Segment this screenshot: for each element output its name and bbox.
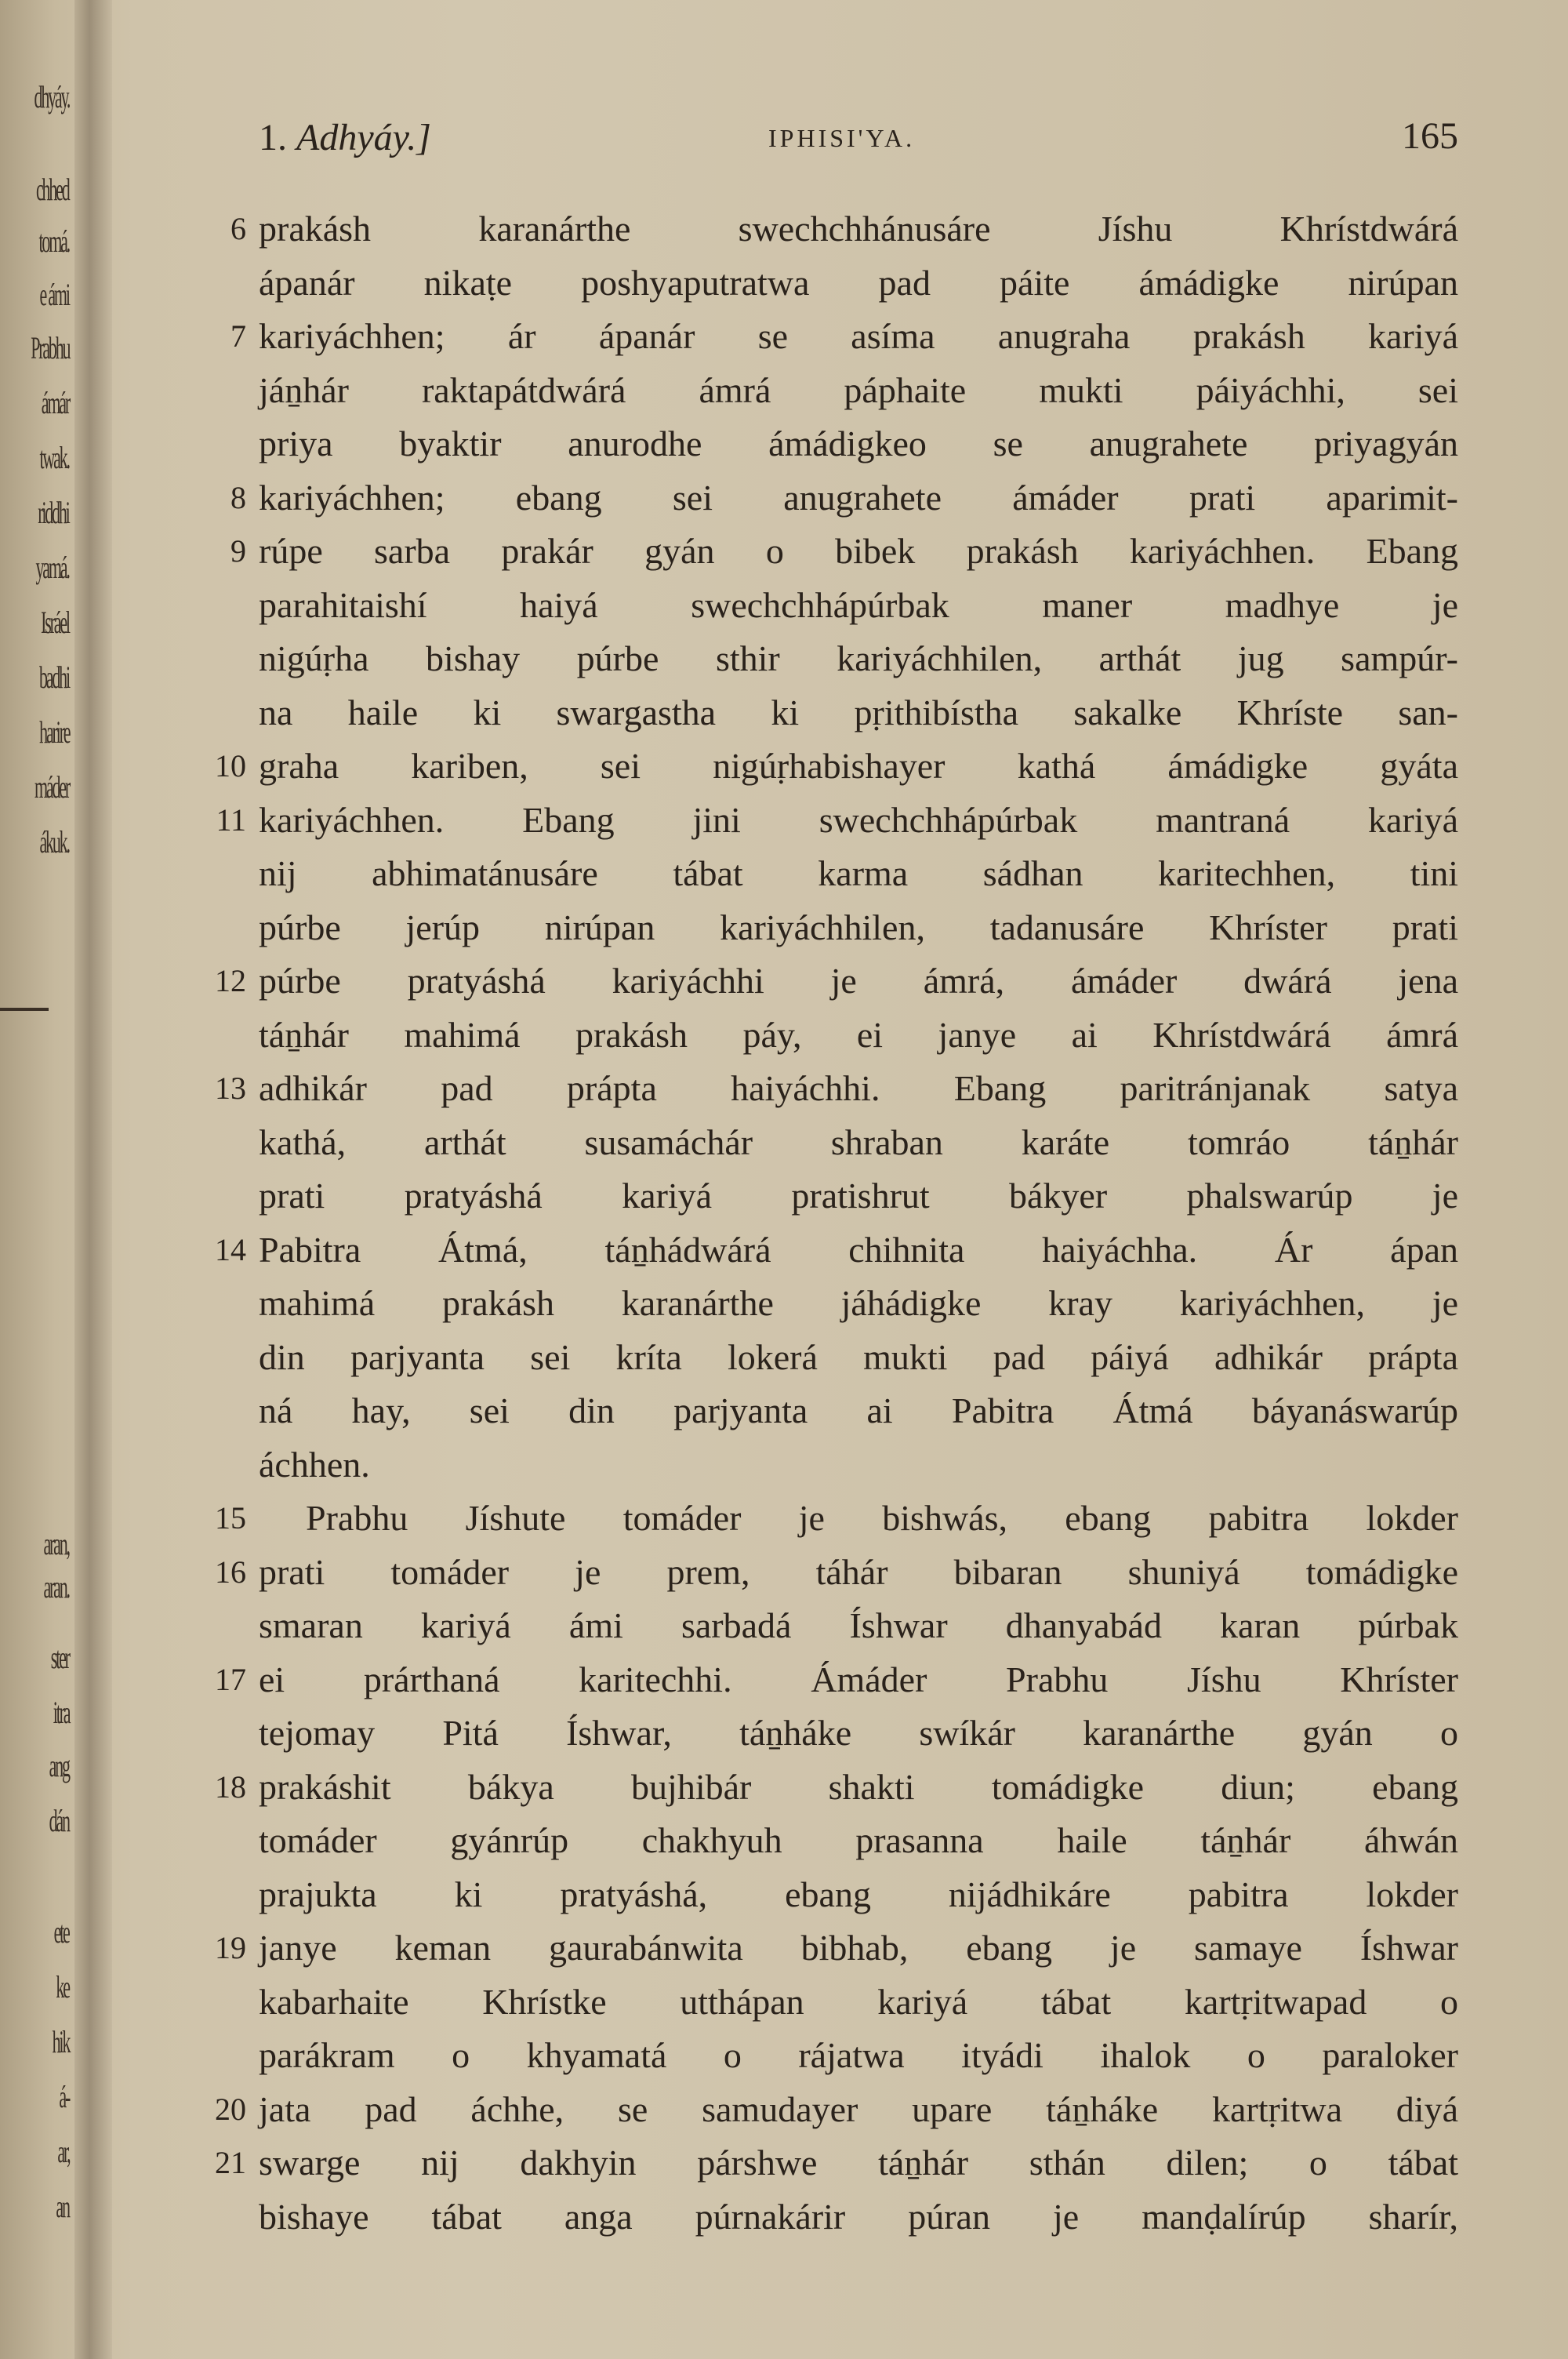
- verse-number: 14: [215, 1231, 246, 1267]
- line-text: mahimá prakásh karanárthe jáhádigke kray kariyáchhen, je: [259, 1283, 1458, 1323]
- line-text: áchhen.: [259, 1444, 370, 1485]
- line-text: prati tomáder je prem, táhár bibaran shuniyá tomádigke: [259, 1551, 1458, 1592]
- facing-fragment: itra: [53, 1695, 69, 1730]
- text-line: [215, 2136, 1458, 2190]
- facing-fragment: Prabhu: [30, 330, 69, 365]
- facing-fragment: harire: [38, 714, 69, 750]
- facing-fragment: aran.: [43, 1569, 69, 1605]
- verse-number: 16: [215, 1554, 246, 1590]
- text-line: [216, 794, 1458, 848]
- text-line: [259, 686, 1458, 740]
- line-text: smaran kariyá ámi sarbadá Íshwar dhanyabád karan púrbak: [259, 1605, 1458, 1645]
- text-line: [259, 1277, 1458, 1331]
- line-text: prakásh karanárthe swechchhánusáre Jíshu Khrístdwárá: [259, 209, 1458, 249]
- verse-number: 18: [215, 1768, 246, 1805]
- verse-number: 20: [215, 2091, 246, 2127]
- facing-fragment: yamá.: [35, 550, 69, 585]
- verse-number: 9: [230, 533, 246, 569]
- text-line: [215, 1223, 1458, 1278]
- facing-rule: [0, 1008, 49, 1011]
- facing-fragment: twak.: [39, 440, 69, 475]
- text-line: [259, 901, 1458, 955]
- verse-number: 19: [215, 1930, 246, 1965]
- facing-fragment: riddhi: [38, 495, 69, 530]
- facing-fragment: e ámi: [39, 277, 69, 312]
- facing-fragment: ar,: [56, 2134, 69, 2169]
- facing-fragment: Isráel: [41, 605, 69, 640]
- text-line: [259, 1814, 1458, 1868]
- line-text: bishaye tábat anga púrnakárir púran je manḍalírúp sharír,: [259, 2196, 1458, 2237]
- facing-fragment: ákuk.: [39, 824, 69, 860]
- verse-number: 12: [215, 963, 246, 998]
- line-text: Prabhu Jíshute tomáder je bishwás, ebang pabitra lokder: [306, 1498, 1458, 1538]
- line-text: púrbe jerúp nirúpan kariyáchhilen, tadanusáre Khríster prati: [259, 907, 1458, 947]
- line-text: prakáshit bákya bujhibár shakti tomádigke diun; ebang: [259, 1766, 1458, 1807]
- text-line: [215, 1492, 1458, 1546]
- page-number: 165: [1402, 115, 1458, 157]
- facing-fragment: tomá.: [38, 224, 69, 259]
- text-line: [215, 1761, 1458, 1815]
- verse-number: 13: [215, 1070, 246, 1106]
- text-line: [259, 847, 1458, 901]
- line-text: ná hay, sei din parjyanta ai Pabitra Átmá báyanáswarúp: [259, 1390, 1458, 1430]
- line-text: ápanár nikaṭe poshyaputratwa pad páite ámádigke nirúpan: [259, 262, 1458, 303]
- running-header: [259, 116, 1458, 179]
- line-text: kabarhaite Khrístke utthápan kariyá tábat kartṛitwapad o: [259, 1981, 1458, 2022]
- line-text: nigúṛha bishay púrbe sthir kariyáchhilen, arthát jug sampúr-: [259, 638, 1458, 678]
- verse-number: 17: [215, 1661, 246, 1697]
- facing-fragment: ke: [56, 1969, 69, 2005]
- line-text: ei prárthaná karitechhi. Ámáder Prabhu Jíshu Khríster: [259, 1659, 1458, 1699]
- text-line: [259, 1599, 1458, 1653]
- facing-fragment: ete: [53, 1914, 69, 1950]
- facing-fragment: ámár: [41, 385, 69, 420]
- line-text: kariyáchhen; ebang sei anugrahete ámáder prati aparimit-: [259, 477, 1458, 518]
- text-line: [230, 471, 1458, 525]
- text-line: [215, 1921, 1458, 1976]
- text-line: [230, 310, 1458, 364]
- facing-fragment: hik: [52, 2024, 69, 2059]
- chapter-title: Adhyáy.]: [296, 117, 431, 158]
- facing-fragment: dán: [49, 1803, 69, 1838]
- text-line: [259, 2190, 1458, 2245]
- text-line: [259, 1438, 1458, 1492]
- running-title: IPHISI'YA.: [768, 124, 916, 152]
- text-line: [230, 202, 1458, 256]
- line-text: parahitaishí haiyá swechchhápúrbak maner madhye je: [259, 584, 1458, 625]
- line-text: jáṉhár raktapátdwárá ámrá páphaite mukti páiyáchhi, sei: [259, 369, 1458, 410]
- text-line: [259, 1976, 1458, 2030]
- line-text: swarge nij dakhyin párshwe táṉhár sthán dilen; o tábat: [259, 2143, 1458, 2183]
- text-line: [259, 417, 1458, 471]
- text-line: [259, 1707, 1458, 1761]
- text-line: [215, 2083, 1458, 2137]
- line-text: táṉhár mahimá prakásh páy, ei janye ai Khrístdwárá ámrá: [259, 1014, 1458, 1055]
- text-line: [215, 954, 1458, 1009]
- line-text: prajukta ki pratyáshá, ebang nijádhikáre pabitra lokder: [259, 1874, 1458, 1914]
- text-line: [215, 740, 1458, 794]
- line-text: jata pad áchhe, se samudayer upare táṉháke kartṛitwa diyá: [259, 2088, 1458, 2129]
- text-line: [259, 632, 1458, 686]
- line-text: parákram o khyamatá o rájatwa ityádi ihalok o paraloker: [259, 2035, 1458, 2075]
- verse-number: 7: [230, 318, 246, 354]
- verse-number: 11: [216, 801, 246, 838]
- text-line: [259, 1868, 1458, 1922]
- text-line: [259, 256, 1458, 311]
- text-line: [259, 1009, 1458, 1063]
- text-line: [259, 2029, 1458, 2083]
- verse-number: 8: [230, 479, 246, 515]
- line-text: kariyáchhen; ár ápanár se asíma anugraha prakásh kariyá: [259, 316, 1458, 356]
- line-text: rúpe sarba prakár gyán o bibek prakásh kariyáchhen. Ebang: [259, 531, 1458, 571]
- text-line: [259, 579, 1458, 633]
- line-text: adhikár pad prápta haiyáchhi. Ebang paritránjanak satya: [259, 1068, 1458, 1108]
- text-line: [259, 364, 1458, 418]
- line-text: tomáder gyánrúp chakhyuh prasanna haile táṉhár áhwán: [259, 1820, 1458, 1860]
- line-text: din parjyanta sei kríta lokerá mukti pad páiyá adhikár prápta: [259, 1336, 1458, 1377]
- line-text: graha kariben, sei nigúṛhabishayer kathá ámádigke gyáta: [259, 746, 1458, 786]
- text-line: [259, 1169, 1458, 1223]
- chapter-reference: [259, 116, 431, 159]
- text-line: [215, 1062, 1458, 1116]
- text-line: [230, 525, 1458, 579]
- verse-number: 15: [215, 1500, 246, 1536]
- text-line: [215, 1546, 1458, 1600]
- line-text: tejomay Pitá Íshwar, táṉháke swíkár karanárthe gyán o: [259, 1713, 1458, 1753]
- line-text: kathá, arthát susamáchár shraban karáte tomráo táṉhár: [259, 1121, 1458, 1162]
- body-text: [215, 202, 1458, 2244]
- facing-fragment: máder: [34, 769, 69, 805]
- facing-fragment: aran,: [43, 1526, 69, 1561]
- text-line: [259, 1116, 1458, 1170]
- verse-number: 21: [215, 2145, 246, 2180]
- line-text: na haile ki swargastha ki pṛithibístha sakalke Khríste san-: [259, 692, 1458, 732]
- line-text: prati pratyáshá kariyá pratishrut bákyer phalswarúp je: [259, 1176, 1458, 1216]
- facing-fragment: ang: [49, 1748, 69, 1783]
- line-text: púrbe pratyáshá kariyáchhi je ámrá, ámáder dwárá jena: [259, 961, 1458, 1001]
- text-line: [215, 1653, 1458, 1707]
- line-text: priya byaktir anurodhe ámádigkeo se anugrahete priyagyán: [259, 423, 1458, 463]
- facing-fragment: an: [56, 2189, 69, 2224]
- line-text: janye keman gaurabánwita bibhab, ebang je samaye Íshwar: [259, 1928, 1458, 1968]
- facing-fragment: badhi: [39, 660, 69, 695]
- facing-page-edge: [0, 0, 86, 2359]
- verse-number: 10: [215, 748, 246, 783]
- chapter-number: 1.: [259, 117, 287, 158]
- line-text: nij abhimatánusáre tábat karma sádhan karitechhen, tini: [259, 853, 1458, 893]
- line-text: Pabitra Átmá, táṉhádwárá chihnita haiyáchha. Ár ápan: [259, 1229, 1458, 1270]
- text-line: [259, 1384, 1458, 1438]
- facing-fragment: á-: [59, 2079, 69, 2114]
- text-line: [259, 1331, 1458, 1385]
- facing-fragment: ster: [51, 1640, 69, 1675]
- line-text: kariyáchhen. Ebang jini swechchhápúrbak mantraná kariyá: [259, 799, 1458, 840]
- facing-fragment: dhyáy.: [34, 79, 69, 114]
- facing-fragment: chhed: [36, 172, 69, 207]
- verse-number: 6: [230, 211, 246, 246]
